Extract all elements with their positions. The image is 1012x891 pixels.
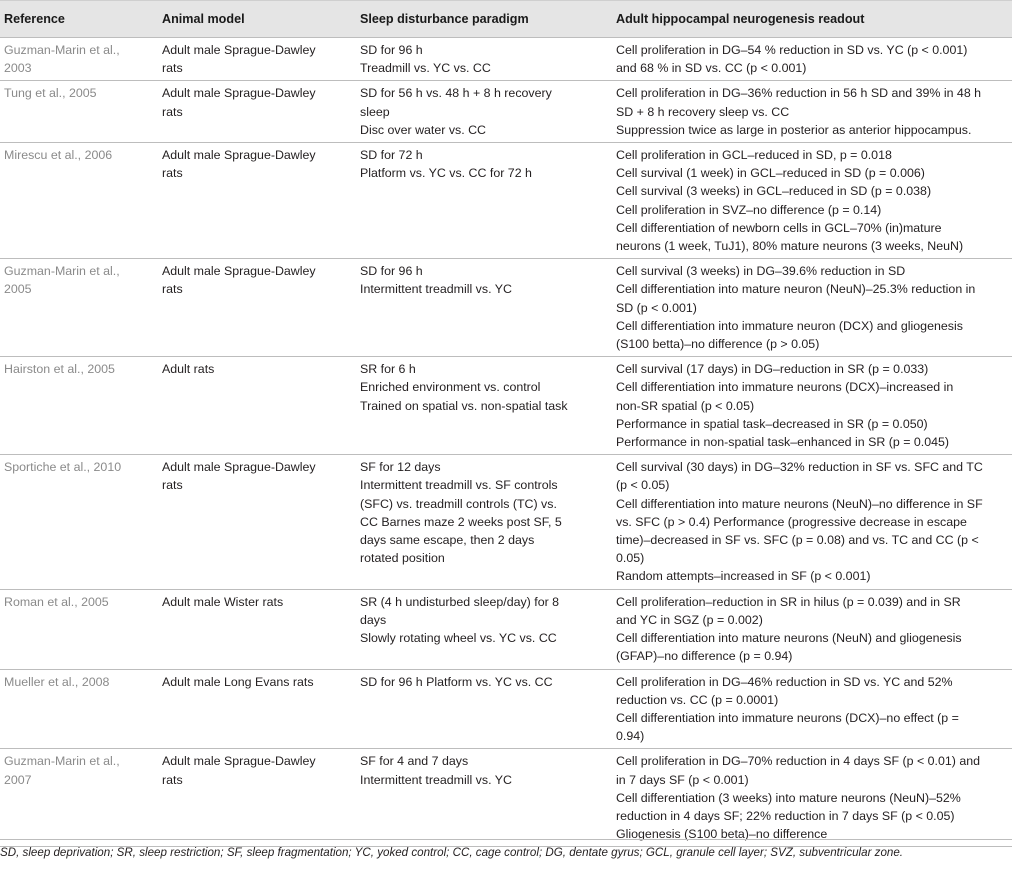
cell-line: Cell proliferation in DG–36% reduction in 56 h SD and 39% in 48 h xyxy=(616,86,982,101)
cell-line: Platform vs. YC vs. CC for 72 h xyxy=(360,166,532,181)
header-paradigm: Sleep disturbance paradigm xyxy=(358,1,614,38)
cell-line: Mueller et al., 2008 xyxy=(4,674,110,689)
cell-line: 2005 xyxy=(4,282,32,297)
cell-readout xyxy=(614,259,1012,357)
cell-line: Cell proliferation in DG–70% reduction in 4 days SF (p < 0.01) and xyxy=(616,754,980,769)
cell-line: 0.94) xyxy=(616,729,645,744)
cell-paradigm xyxy=(358,357,614,455)
cell-line: and YC in SGZ (p = 0.002) xyxy=(616,612,763,627)
cell-readout xyxy=(614,38,1012,81)
cell-line: (SFC) vs. treadmill controls (TC) vs. xyxy=(360,496,557,511)
cell-line: SD for 96 h Platform vs. YC vs. CC xyxy=(360,674,553,689)
cell-reference xyxy=(0,669,160,749)
cell-paradigm xyxy=(358,455,614,589)
cell-line: Cell differentiation into immature neuron (DCX) and gliogenesis xyxy=(616,318,963,333)
cell-animal-model xyxy=(160,259,358,357)
cell-line: SD for 56 h vs. 48 h + 8 h recovery xyxy=(360,86,552,101)
cell-line: Cell differentiation into immature neurons (DCX)–increased in xyxy=(616,380,954,395)
cell-line: Slowly rotating wheel vs. YC vs. CC xyxy=(360,631,557,646)
cell-line: 0.05) xyxy=(616,551,645,566)
footnote-divider xyxy=(0,839,1012,840)
cell-line: Roman et al., 2005 xyxy=(4,594,109,609)
cell-line: Cell proliferation–reduction in SR in hilus (p = 0.039) and in SR xyxy=(616,594,961,609)
cell-line: SF for 4 and 7 days xyxy=(360,754,469,769)
cell-line: Guzman-Marin et al., xyxy=(4,43,120,57)
table-row xyxy=(0,357,1012,455)
cell-line: Cell differentiation of newborn cells in GCL–70% (in)mature xyxy=(616,220,942,235)
cell-line: (p < 0.05) xyxy=(616,478,670,493)
cell-line: Adult rats xyxy=(162,362,215,377)
cell-line: SR (4 h undisturbed sleep/day) for 8 xyxy=(360,594,560,609)
cell-line: Adult male Sprague-Dawley xyxy=(162,86,316,101)
cell-line: Cell differentiation into mature neurons (NeuN) and gliogenesis xyxy=(616,631,962,646)
cell-line: vs. SFC (p > 0.4) Performance (progressive decrease in escape xyxy=(616,514,967,529)
table-row xyxy=(0,38,1012,81)
cell-line: Cell survival (3 weeks) in GCL–reduced in SD (p = 0.038) xyxy=(616,184,932,199)
cell-line: Performance in non-spatial task–enhanced in SR (p = 0.045) xyxy=(616,435,950,450)
cell-readout xyxy=(614,589,1012,669)
table-row xyxy=(0,143,1012,259)
cell-reference xyxy=(0,357,160,455)
cell-paradigm xyxy=(358,589,614,669)
cell-line: rats xyxy=(162,104,183,119)
cell-line: Disc over water vs. CC xyxy=(360,122,486,137)
cell-line: reduction in 4 days SF; 22% reduction in 7 days SF (p < 0.05) xyxy=(616,808,955,823)
cell-line: in 7 days SF (p < 0.001) xyxy=(616,772,749,787)
header-row xyxy=(0,1,1012,38)
cell-paradigm xyxy=(358,143,614,259)
cell-paradigm xyxy=(358,81,614,143)
cell-line: Trained on spatial vs. non-spatial task xyxy=(360,398,568,413)
cell-readout xyxy=(614,455,1012,589)
table-row xyxy=(0,589,1012,669)
cell-reference xyxy=(0,143,160,259)
cell-line: Cell differentiation into mature neuron (NeuN)–25.3% reduction in xyxy=(616,282,976,297)
cell-line: Cell proliferation in DG–46% reduction in SD vs. YC and 52% xyxy=(616,674,953,689)
cell-readout xyxy=(614,357,1012,455)
cell-reference xyxy=(0,259,160,357)
cell-line: Performance in spatial task–decreased in SR (p = 0.050) xyxy=(616,416,928,431)
cell-line: Suppression twice as large in posterior as anterior hippocampus. xyxy=(616,122,972,137)
cell-line: Mirescu et al., 2006 xyxy=(4,148,113,163)
cell-reference xyxy=(0,455,160,589)
cell-line: Tung et al., 2005 xyxy=(4,86,97,101)
cell-line: Sportiche et al., 2010 xyxy=(4,460,122,475)
cell-line: Adult male Long Evans rats xyxy=(162,674,314,689)
cell-line: rats xyxy=(162,282,183,297)
cell-readout xyxy=(614,669,1012,749)
cell-line: Cell differentiation (3 weeks) into mature neurons (NeuN)–52% xyxy=(616,790,961,805)
cell-line: 2007 xyxy=(4,772,32,787)
cell-animal-model xyxy=(160,455,358,589)
cell-readout xyxy=(614,143,1012,259)
table-header xyxy=(0,1,1012,38)
cell-line: SD for 96 h xyxy=(360,43,423,57)
cell-line: Cell survival (30 days) in DG–32% reduction in SF vs. SFC and TC xyxy=(616,460,983,475)
header-reference: Reference xyxy=(0,1,160,38)
cell-line: Adult male Sprague-Dawley xyxy=(162,264,316,279)
cell-line: (S100 betta)–no difference (p > 0.05) xyxy=(616,337,820,352)
table-row xyxy=(0,259,1012,357)
cell-line: non-SR spatial (p < 0.05) xyxy=(616,398,755,413)
cell-line: SD + 8 h recovery sleep vs. CC xyxy=(616,104,790,119)
cell-line: time)–decreased in SF vs. SFC (p = 0.08) and vs. TC and CC (p < xyxy=(616,533,979,548)
cell-line: Hairston et al., 2005 xyxy=(4,362,115,377)
cell-line: rats xyxy=(162,166,183,181)
cell-line: Random attempts–increased in SF (p < 0.001) xyxy=(616,569,871,584)
cell-animal-model xyxy=(160,589,358,669)
cell-line: rats xyxy=(162,772,183,787)
cell-animal-model xyxy=(160,669,358,749)
cell-line: SR for 6 h xyxy=(360,362,416,377)
cell-animal-model xyxy=(160,749,358,847)
cell-line: rotated position xyxy=(360,551,445,566)
cell-line: rats xyxy=(162,61,183,76)
cell-line: reduction vs. CC (p = 0.0001) xyxy=(616,692,779,707)
table-row xyxy=(0,455,1012,589)
cell-line: SF for 12 days xyxy=(360,460,441,475)
cell-line: Guzman-Marin et al., xyxy=(4,264,120,279)
cell-line: days same escape, then 2 days xyxy=(360,533,535,548)
table-footnote: SD, sleep deprivation; SR, sleep restriction; SF, sleep fragmentation; YC, yoked control; CC, cage control; DG, dentate gyrus; GCL, granule cell layer; SVZ, subventricular zone. xyxy=(0,846,904,859)
cell-line: neurons (1 week, TuJ1), 80% mature neurons (3 weeks, NeuN) xyxy=(616,239,964,254)
cell-line: and 68 % in SD vs. CC (p < 0.001) xyxy=(616,61,807,76)
cell-line: Cell differentiation into immature neurons (DCX)–no effect (p = xyxy=(616,710,959,725)
cell-line: Treadmill vs. YC vs. CC xyxy=(360,61,491,76)
cell-line: Adult male Wister rats xyxy=(162,594,284,609)
cell-animal-model xyxy=(160,143,358,259)
cell-line: Intermittent treadmill vs. YC xyxy=(360,772,512,787)
cell-line: days xyxy=(360,612,387,627)
cell-line: Enriched environment vs. control xyxy=(360,380,541,395)
cell-line: CC Barnes maze 2 weeks post SF, 5 xyxy=(360,514,562,529)
cell-line: rats xyxy=(162,478,183,493)
cell-paradigm xyxy=(358,669,614,749)
cell-line: Intermittent treadmill vs. YC xyxy=(360,282,512,297)
cell-reference xyxy=(0,81,160,143)
cell-line: Cell proliferation in DG–54 % reduction in SD vs. YC (p < 0.001) xyxy=(616,43,968,57)
cell-line: Cell proliferation in GCL–reduced in SD, p = 0.018 xyxy=(616,148,892,163)
cell-reference xyxy=(0,749,160,847)
cell-line: SD for 96 h xyxy=(360,264,423,279)
cell-line: Adult male Sprague-Dawley xyxy=(162,460,316,475)
cell-line: Adult male Sprague-Dawley xyxy=(162,754,316,769)
cell-readout xyxy=(614,81,1012,143)
table-body xyxy=(0,38,1012,847)
cell-reference xyxy=(0,38,160,81)
header-animal-model: Animal model xyxy=(160,1,358,38)
cell-reference xyxy=(0,589,160,669)
cell-line: Cell survival (17 days) in DG–reduction in SR (p = 0.033) xyxy=(616,362,929,377)
cell-line: Cell differentiation into mature neurons (NeuN)–no difference in SF xyxy=(616,496,983,511)
table-row xyxy=(0,669,1012,749)
cell-line: Adult male Sprague-Dawley xyxy=(162,43,316,57)
cell-line: SD (p < 0.001) xyxy=(616,300,697,315)
cell-paradigm xyxy=(358,749,614,847)
cell-line: sleep xyxy=(360,104,390,119)
cell-readout xyxy=(614,749,1012,847)
cell-animal-model xyxy=(160,357,358,455)
cell-line: Gliogenesis (S100 beta)–no difference xyxy=(616,827,828,842)
cell-animal-model xyxy=(160,81,358,143)
cell-line: Cell survival (1 week) in GCL–reduced in SD (p = 0.006) xyxy=(616,166,925,181)
cell-line: Intermittent treadmill vs. SF controls xyxy=(360,478,558,493)
cell-line: Cell proliferation in SVZ–no difference (p = 0.14) xyxy=(616,202,882,217)
cell-line: Guzman-Marin et al., xyxy=(4,754,120,769)
table-row xyxy=(0,81,1012,143)
cell-line: SD for 72 h xyxy=(360,148,423,163)
table-row xyxy=(0,749,1012,847)
cell-line: Adult male Sprague-Dawley xyxy=(162,148,316,163)
cell-animal-model xyxy=(160,38,358,81)
cell-line: Cell survival (3 weeks) in DG–39.6% reduction in SD xyxy=(616,264,906,279)
header-readout: Adult hippocampal neurogenesis readout xyxy=(614,1,1012,38)
cell-paradigm xyxy=(358,38,614,81)
cell-line: 2003 xyxy=(4,61,32,76)
cell-line: (GFAP)–no difference (p = 0.94) xyxy=(616,649,793,664)
cell-paradigm xyxy=(358,259,614,357)
